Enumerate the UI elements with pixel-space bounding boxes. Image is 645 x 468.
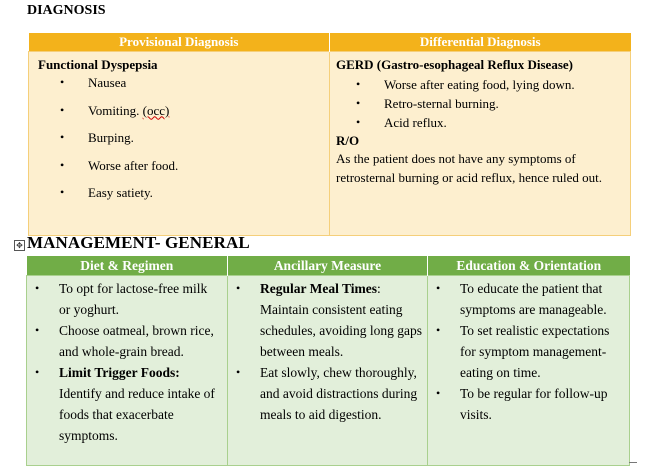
list-item: • To be regular for follow-up visits. (428, 383, 623, 425)
education-list (428, 278, 623, 425)
list-item: • Choose oatmeal, brown rice, and whole-grain bread. (27, 320, 221, 362)
ro-label: R/O (336, 133, 360, 148)
diet-list (27, 278, 221, 446)
provisional-header: Provisional Diagnosis (29, 33, 330, 52)
differential-list (336, 75, 622, 132)
ancillary-header: Ancillary Measure (228, 256, 428, 276)
diagnosis-heading: DIAGNOSIS (27, 3, 106, 18)
list-item: • To educate the patient that symptoms are manageable. (428, 278, 623, 320)
list-item: • Vomiting. (occ) (38, 97, 323, 125)
diet-cell (27, 276, 228, 466)
provisional-title: Functional Dyspepsia (38, 57, 158, 72)
differential-title: GERD (Gastro-esophageal Reflux Disease) (336, 57, 573, 72)
table-resize-handle[interactable] (629, 462, 637, 463)
provisional-list (38, 69, 323, 207)
diet-header: Diet & Regimen (27, 256, 228, 276)
education-cell (428, 276, 630, 466)
list-item: • Worse after food. (38, 152, 323, 180)
differential-header: Differential Diagnosis (330, 33, 631, 52)
provisional-cell (29, 52, 330, 236)
list-item: • To set realistic expectations for symptom management- eating on time. (428, 320, 623, 383)
list-item: • Burping. (38, 124, 323, 152)
list-item: • Easy satiety. (38, 179, 323, 207)
management-heading: MANAGEMENT- GENERAL (27, 233, 250, 252)
list-item: • Eat slowly, chew thoroughly, and avoid distractions during meals to aid digestion. (228, 362, 423, 425)
ancillary-list (228, 278, 423, 425)
ro-text: As the patient does not have any symptoms of retrosternal burning or acid reflux, hence ruled out. (336, 151, 603, 185)
education-header: Education & Orientation (428, 256, 630, 276)
move-handle-icon[interactable]: ✥ (14, 240, 25, 251)
list-item: • To opt for lactose-free milk or yoghurt. (27, 278, 221, 320)
diagnosis-table (28, 33, 631, 236)
vomiting-note: (occ) (142, 102, 170, 118)
list-item: • Nausea (38, 69, 323, 97)
list-item: • Limit Trigger Foods: Identify and reduce intake of foods that exacerbate symptoms. (27, 362, 221, 446)
list-item: • Regular Meal Times: Maintain consistent eating schedules, avoiding long gaps between meals. (228, 278, 423, 362)
management-table (26, 256, 630, 466)
list-item: • Worse after eating food, lying down. (336, 75, 622, 94)
ancillary-cell (228, 276, 428, 466)
differential-cell (330, 52, 631, 236)
list-item: • Retro-sternal burning. (336, 94, 622, 113)
list-item: • Acid reflux. (336, 113, 622, 132)
